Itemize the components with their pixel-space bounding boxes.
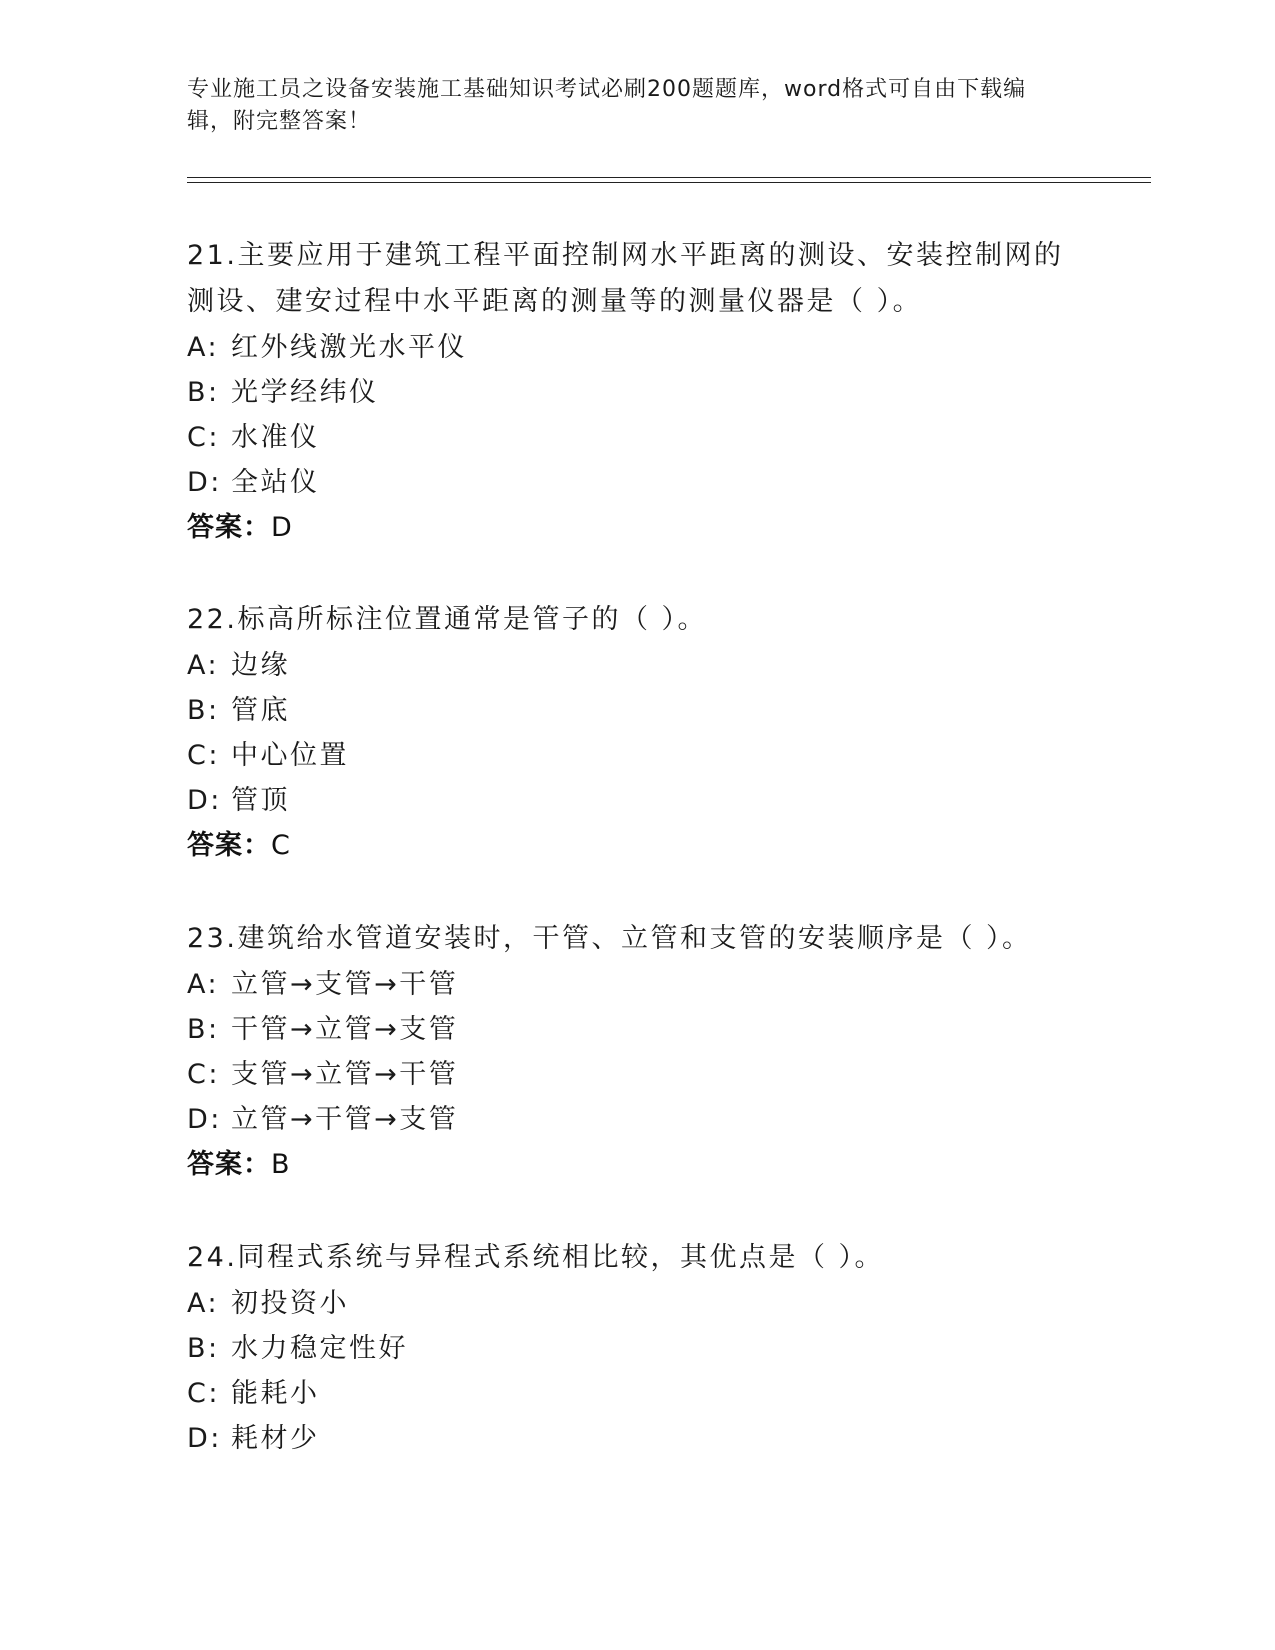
option-key: D: (187, 785, 222, 816)
option-text: 水力稳定性好 (231, 1333, 408, 1364)
option-text: 光学经纬仪 (231, 377, 379, 408)
option-key: C: (187, 1378, 220, 1409)
question-stem: 21.主要应用于建筑工程平面控制网水平距离的测设、安装控制网的测设、建安过程中水平距离的测量等的测量仪器是（ ）。 (187, 240, 1064, 317)
header-divider-top (187, 177, 1151, 178)
answer-value: B (271, 1149, 291, 1180)
option-key: B: (187, 1333, 220, 1364)
option-c (187, 415, 1087, 460)
question-24 (187, 1235, 1087, 1461)
option-text: 中心位置 (231, 740, 349, 771)
answer-value: C (271, 830, 291, 861)
answer-line (187, 505, 1087, 551)
option-text: 管顶 (231, 785, 290, 816)
question-22 (187, 597, 1087, 869)
option-c (187, 1052, 1087, 1097)
option-key: B: (187, 377, 220, 408)
option-key: C: (187, 740, 220, 771)
header-divider-bottom (187, 182, 1151, 183)
option-text: 红外线激光水平仪 (231, 332, 467, 363)
option-key: C: (187, 422, 220, 453)
option-text: 管底 (231, 695, 290, 726)
answer-label: 答案： (187, 512, 271, 543)
question-stem: 24.同程式系统与异程式系统相比较，其优点是（ ）。 (187, 1242, 885, 1273)
option-a (187, 962, 1087, 1007)
option-key: D: (187, 467, 222, 498)
option-key: D: (187, 1423, 222, 1454)
option-text: 能耗小 (231, 1378, 320, 1409)
option-key: A: (187, 1288, 220, 1319)
option-text: 初投资小 (231, 1288, 349, 1319)
option-c (187, 733, 1087, 778)
option-text: 立管→干管→支管 (231, 1104, 459, 1135)
question-stem: 23.建筑给水管道安装时，干管、立管和支管的安装顺序是（ ）。 (187, 923, 1032, 954)
option-key: A: (187, 650, 220, 681)
option-text: 立管→支管→干管 (231, 969, 459, 1000)
option-d (187, 1416, 1087, 1461)
option-text: 耗材少 (231, 1423, 320, 1454)
answer-line (187, 1142, 1087, 1188)
answer-label: 答案： (187, 1149, 271, 1180)
question-23 (187, 916, 1087, 1188)
option-key: A: (187, 332, 220, 363)
option-text: 支管→立管→干管 (231, 1059, 459, 1090)
option-d (187, 778, 1087, 823)
question-21 (187, 233, 1087, 551)
option-b (187, 1007, 1087, 1052)
option-text: 水准仪 (231, 422, 320, 453)
option-text: 干管→立管→支管 (231, 1014, 459, 1045)
answer-value: D (271, 512, 293, 543)
option-d (187, 1097, 1087, 1142)
option-key: D: (187, 1104, 222, 1135)
option-key: B: (187, 695, 220, 726)
option-b (187, 370, 1087, 415)
option-a (187, 643, 1087, 688)
document-header-text: 专业施工员之设备安装施工基础知识考试必刷200题题库，word格式可自由下载编辑，附完整答案！ (187, 77, 1027, 134)
answer-label: 答案： (187, 830, 271, 861)
option-key: A: (187, 969, 220, 1000)
option-text: 全站仪 (231, 467, 320, 498)
option-a (187, 1281, 1087, 1326)
option-text: 边缘 (231, 650, 290, 681)
question-stem: 22.标高所标注位置通常是管子的（ ）。 (187, 604, 708, 635)
option-b (187, 1326, 1087, 1371)
option-c (187, 1371, 1087, 1416)
option-b (187, 688, 1087, 733)
option-key: C: (187, 1059, 220, 1090)
option-d (187, 460, 1087, 505)
answer-line (187, 823, 1087, 869)
option-a (187, 325, 1087, 370)
option-key: B: (187, 1014, 220, 1045)
